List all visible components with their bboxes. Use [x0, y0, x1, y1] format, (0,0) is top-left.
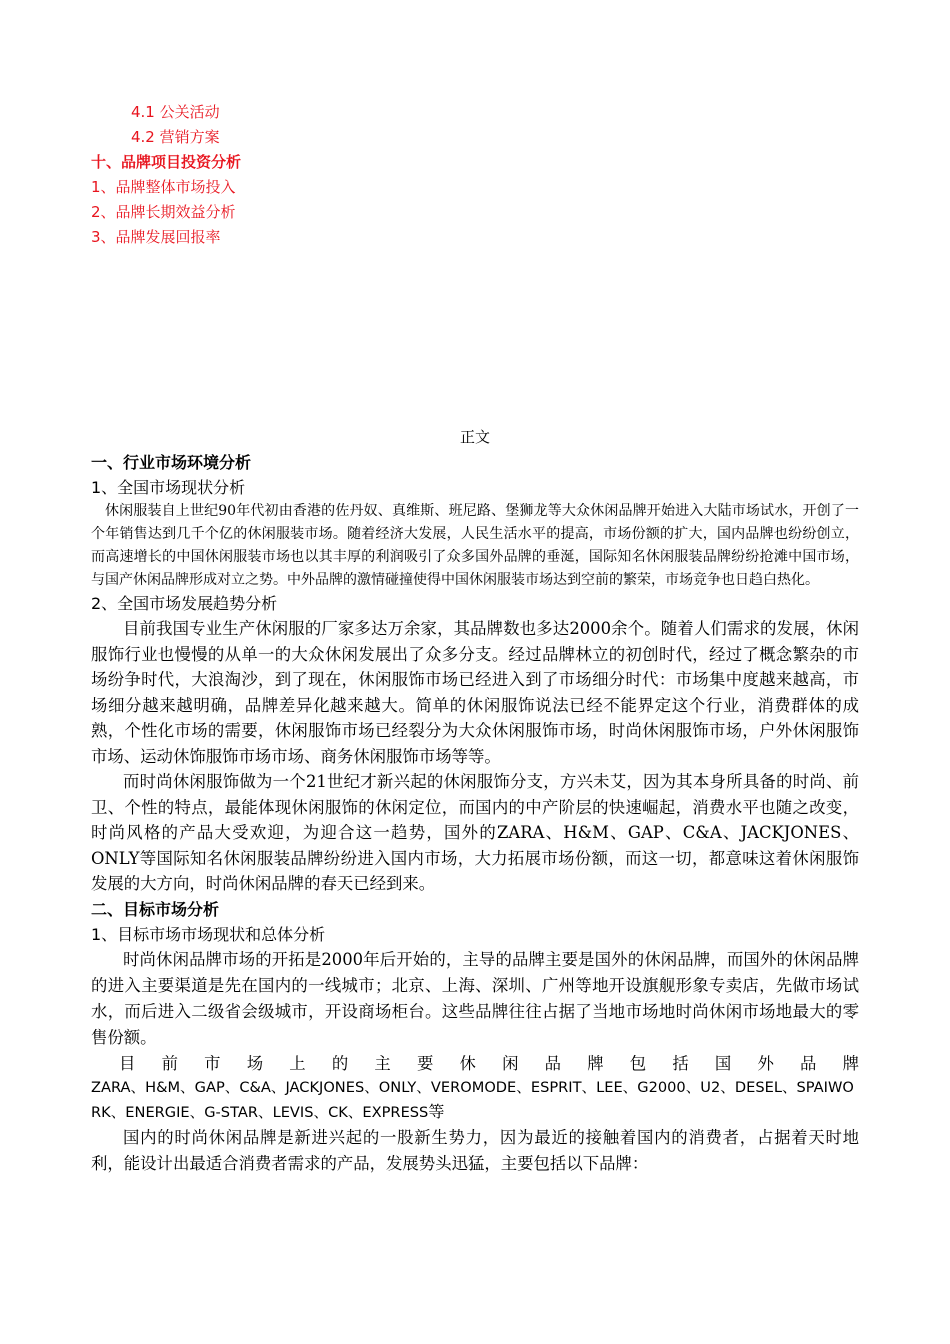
body-title: 正文 — [459, 428, 490, 446]
brand-list-tail: 等 — [428, 1101, 445, 1121]
subheading-1-2: 2、全国市场发展趋势分析 — [91, 594, 278, 613]
toc-section-10[interactable]: 十、品牌项目投资分析 — [91, 153, 242, 171]
paragraph-2-1a: 时尚休闲品牌市场的开拓是2000年后开始的，主导的品牌主要是国外的休闲品牌，而国外的休闲品牌的进入主要渠道是先在国内的一线城市；北京、上海、深圳、广州等地开设旗舰形象专卖店，先做市场试水，而后进入二级省会级城市，开设商场柜台。这些品牌往往占据了当地市场地时尚休闲市场地最大的零售份额。 — [91, 949, 859, 1047]
paragraph-2-1b-brands — [91, 1076, 859, 1125]
toc-item-4-2[interactable]: 4.2 营销方案 — [131, 128, 220, 146]
brand-list: ZARA、H&M、GAP、C&A、JACKJONES、ONLY、VEROMODE、ESPRIT、LEE、G2000、U2、DESEL、SPAIWORK、ENERGIE、G-STAR、LEVIS、CK、EXPRESS — [91, 1078, 854, 1121]
toc-item-10-3[interactable]: 3、品牌发展回报率 — [91, 228, 221, 246]
paragraph-1-1: 休闲服装自上世纪90年代初由香港的佐丹奴、真维斯、班尼路、堡狮龙等大众休闲品牌开始进入大陆市场试水，开创了一个年销售达到几千个亿的休闲服装市场。随着经济大发展，人民生活水平的提高，市场份额的扩大，国内品牌也纷纷创立，而高速增长的中国休闲服装市场也以其丰厚的利润吸引了众多国外品牌的垂涎，国际知名休闲服装品牌纷纷抢滩中国市场，与国产休闲品牌形成对立之势。中外品牌的激情碰撞使得中国休闲服装市场达到空前的繁荣，市场竞争也日趋白热化。 — [91, 503, 859, 588]
subheading-1-1: 1、全国市场现状分析 — [91, 478, 246, 497]
paragraph-1-2b: 而时尚休闲服饰做为一个21世纪才新兴起的休闲服饰分支，方兴未艾，因为其本身所具备的时尚、前卫、个性的特点，最能体现休闲服饰的休闲定位，而国内的中产阶层的快速崛起，消费水平也随之改变，时尚风格的产品大受欢迎，为迎合这一趋势，国外的ZARA、H&M、GAP、C&A、JACKJONES、ONLY等国际知名休闲服装品牌纷纷进入国内市场，大力拓展市场份额，而这一切，都意味这着休闲服饰发展的大方向，时尚休闲品牌的春天已经到来。 — [91, 772, 859, 893]
toc-item-4-1[interactable]: 4.1 公关活动 — [131, 103, 220, 121]
paragraph-1-2a: 目前我国专业生产休闲服的厂家多达万余家，其品牌数也多达2000余个。随着人们需求的发展，休闲服饰行业也慢慢的从单一的大众休闲发展出了众多分支。经过品牌林立的初创时代，经过了概念繁杂的市场纷争时代，大浪淘沙，到了现在，休闲服饰市场已经进入到了市场细分时代：市场集中度越来越高，市场细分越来越明确，品牌差异化越来越大。简单的休闲服饰说法已经不能界定这个行业，消费群体的成熟，个性化市场的需要，休闲服饰市场已经裂分为大众休闲服饰市场，时尚休闲服饰市场，户外休闲服饰市场、运动休饰服饰市场市场、商务休闲服饰市场等等。 — [91, 619, 859, 766]
table-of-contents — [91, 100, 241, 250]
paragraph-2-1b-lead: 目前市场上的主要休闲品牌包括国外品牌 — [119, 1053, 859, 1073]
toc-item-10-1[interactable]: 1、品牌整体市场投入 — [91, 178, 236, 196]
section-heading-2: 二、目标市场分析 — [91, 899, 220, 919]
paragraph-2-1c: 国内的时尚休闲品牌是新进兴起的一股新生势力，因为最近的接触着国内的消费者，占据着天时地利，能设计出最适合消费者需求的产品，发展势头迅猛，主要包括以下品牌： — [91, 1127, 859, 1173]
toc-item-10-2[interactable]: 2、品牌长期效益分析 — [91, 203, 236, 221]
body-content — [91, 424, 859, 1177]
section-heading-1: 一、行业市场环境分析 — [91, 453, 252, 472]
subheading-2-1: 1、目标市场市场现状和总体分析 — [91, 924, 326, 944]
